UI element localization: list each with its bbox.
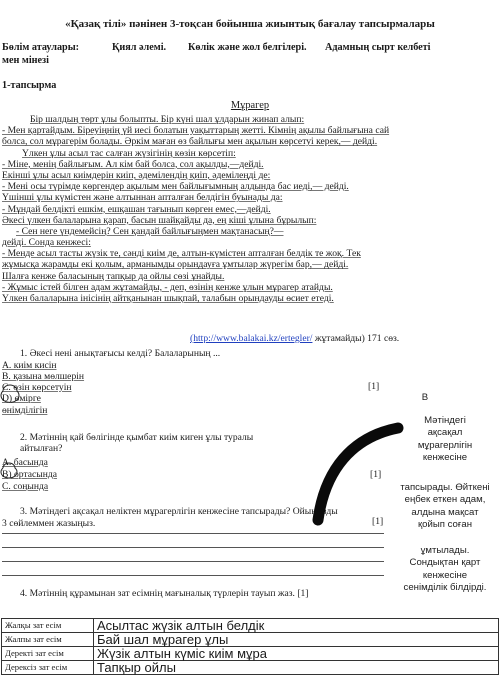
q1-option-d[interactable]: D) өмірге bbox=[2, 393, 41, 404]
story-line: Үшінші ұлы күмістен және алтыннан апталған белдігін буынады да: bbox=[2, 192, 283, 204]
row-label: Деректі зат есім bbox=[2, 647, 94, 661]
row-answer[interactable]: Бай шал мұрагер ұлы bbox=[94, 633, 499, 647]
question-3: 3. Мәтіндегі ақсақал неліктен мұрагерлігін кенжесіне тапсырады? Ойыңызды bbox=[20, 506, 338, 517]
q1-option-d-cont: өнімділігін bbox=[2, 405, 48, 416]
question-2-cont: айтылған? bbox=[20, 443, 63, 454]
story-line: Үлкен ұлы асыл тас салған жүзігінің көзін көрсетіп: bbox=[22, 147, 236, 159]
source-suffix: жұтамайды) 171 сөз. bbox=[314, 333, 400, 344]
row-answer[interactable]: Тапқыр ойлы bbox=[94, 661, 499, 675]
handwritten-line: ұмтылады. bbox=[420, 545, 470, 557]
row-answer[interactable]: Асылтас жүзік алтын белдік bbox=[94, 619, 499, 633]
source-link[interactable]: (http://www.balakai.kz/ertegler/ bbox=[190, 333, 313, 344]
section-3: Адамның сырт келбеті bbox=[325, 42, 431, 53]
story-line: - Мұндай белдікті ешкім, ешқашан тағынып көрген емес,—дейді. bbox=[2, 203, 271, 215]
question-4: 4. Мәтіннің құрамынан зат есімнің мағыналық түрлерін тауып жаз. [1] bbox=[20, 588, 309, 599]
black-pen-stroke bbox=[318, 428, 398, 520]
handwritten-letter: В bbox=[421, 392, 429, 403]
story-title: Мұрагер bbox=[230, 100, 270, 111]
handwritten-line: ақсақал bbox=[427, 427, 463, 439]
handwritten-line: қойып соған bbox=[417, 518, 473, 530]
question-2: 2. Мәтіннің қай бөлігінде қымбат киім киген ұлы туралы bbox=[20, 432, 254, 443]
handwritten-line: Сондықтан қарт bbox=[409, 557, 481, 569]
question-3-cont: 3 сөйлеммен жазыңыз. bbox=[2, 518, 96, 529]
row-answer[interactable]: Жүзік алтын күміс киім мұра bbox=[94, 647, 499, 661]
q2-mark: [1] bbox=[370, 469, 382, 480]
story-line: - Менде асыл тасты жүзік те, сәнді киім де, алтын-күмістен апталған белдік те жоқ. Тек bbox=[2, 248, 361, 260]
q2-option-b[interactable]: В) ортасында bbox=[2, 469, 58, 480]
handwritten-line: сенімділік білдірді. bbox=[403, 581, 487, 593]
section-2: Көлік және жол белгілері. bbox=[188, 42, 307, 53]
story-line: болса, сол мұрагерім болады. Әркім маған өз байлығы мен ақылын көрсетуі керек,— дейді. bbox=[2, 136, 378, 148]
q1-option-b[interactable]: В. қазына мөлшерін bbox=[2, 371, 85, 382]
handwritten-line: кенжесіне bbox=[422, 569, 468, 581]
q2-option-c[interactable]: С. соңында bbox=[2, 481, 49, 492]
handwritten-line: алдына мақсат bbox=[411, 506, 479, 518]
handwritten-line: Мәтіндегі bbox=[424, 415, 466, 426]
q1-option-a[interactable]: А. киім кисін bbox=[2, 360, 57, 371]
section-label: Бөлім атаулары: bbox=[2, 42, 80, 53]
section-3-continued: мен мінезі bbox=[2, 55, 49, 66]
question-1: 1. Әкесі нені анықтағысы келді? Балаларының ... bbox=[20, 348, 221, 359]
story-line: дейді. Сонда кенжесі: bbox=[2, 237, 91, 249]
q3-mark: [1] bbox=[372, 516, 384, 527]
story-line: жұмысқа жарамды екі қолым, арманымды орындауға ұмтылар жүрегім бар,— дейді. bbox=[2, 259, 349, 271]
story-line: - Мені осы түрімде көргендер ақылым мен байлығымның алдында бас иеді,— дейді. bbox=[2, 181, 349, 193]
story-line: Бір шалдың төрт ұлы болыпты. Бір күні шал ұлдарын жинап алып: bbox=[30, 114, 305, 125]
story-line: Әкесі үлкен балаларына қарап, басын шайқайды да, ең кіші ұлына бұрылып: bbox=[2, 214, 317, 226]
story-line: - Сен неге үндемейсің? Сен қандай байлығыңмен мақтанасың?— bbox=[16, 225, 284, 237]
circle-mark-q1 bbox=[1, 385, 19, 402]
task1-heading: 1-тапсырма bbox=[2, 80, 57, 91]
section-1: Қиял әлемі. bbox=[112, 42, 167, 53]
handwritten-line: еңбек еткен адам, bbox=[404, 494, 486, 506]
handwritten-line: кенжесіне bbox=[422, 451, 468, 463]
page-title: «Қазақ тілі» пәнінен 3-тоқсан бойынша жиынтық бағалау тапсырмалары bbox=[65, 18, 435, 30]
row-label: Жалқы зат есім bbox=[2, 619, 94, 633]
row-label: Жалпы зат есім bbox=[2, 633, 94, 647]
story-line: - Жұмыс істей білген адам жұтамайды, - деп, өзінің кенже ұлын мұрагер атайды. bbox=[2, 281, 333, 293]
story-line: - Міне, менің байлығым. Ал кім бай болса, сол ақылды,—дейді. bbox=[2, 158, 264, 170]
story-line: Екінші ұлы асыл киімдерін киіп, әдемілендің қиіп, әдемілеңді де: bbox=[2, 169, 271, 181]
handwritten-line: мұрагерлігін bbox=[417, 439, 473, 451]
circle-mark-q2 bbox=[1, 463, 17, 478]
row-label: Дерексіз зат есім bbox=[2, 661, 94, 675]
story-line: Үлкен балаларына інісінің айтқанынан шықпай, талабын орындауды өсиет етеді. bbox=[2, 293, 334, 304]
q1-option-c[interactable]: С. өзін көрсетуін bbox=[2, 382, 72, 393]
handwritten-line: тапсырады. Өйткені bbox=[400, 482, 490, 494]
story-line: Шалға кенже баласының тапқыр да ойлы сөзі ұнайды. bbox=[2, 270, 225, 282]
q1-mark: [1] bbox=[368, 381, 380, 392]
story-line: - Мен қартайдым. Біреуіңнің үй иесі болатын уақыттарың жетті. Кімнің ақылы байлығына сай bbox=[2, 125, 390, 137]
q2-option-a[interactable]: А. басында bbox=[2, 457, 48, 468]
